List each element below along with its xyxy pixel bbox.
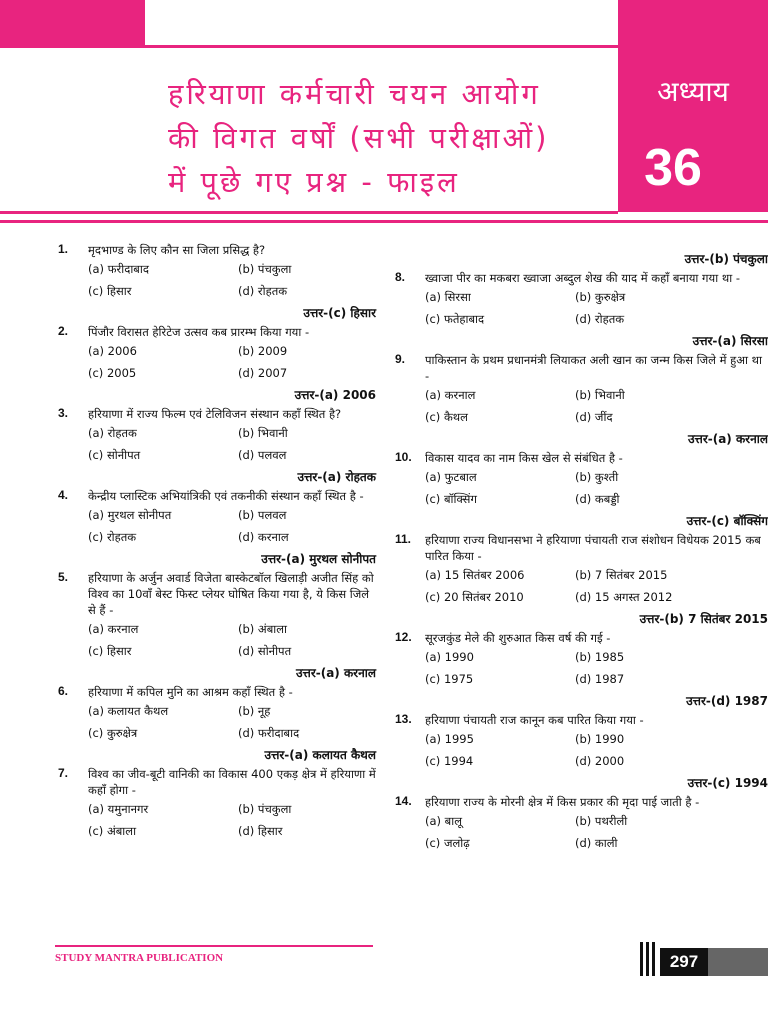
options-grid bbox=[425, 810, 768, 854]
option: (b) कुश्ती bbox=[575, 470, 619, 484]
question-number: 8. bbox=[395, 270, 406, 284]
page-number-bar bbox=[708, 948, 768, 976]
option: (d) जींद bbox=[575, 410, 613, 424]
question-text: ख्वाजा पीर का मकबरा ख्वाजा अब्दुल शेख की याद में कहाँ बनाया गया था - bbox=[425, 271, 740, 285]
question-number: 13. bbox=[395, 712, 412, 726]
options-grid bbox=[88, 618, 376, 662]
question-number: 4. bbox=[58, 488, 69, 502]
option: (b) पलवल bbox=[238, 508, 287, 522]
question-item bbox=[58, 324, 376, 406]
answer-label: उत्तर-(a) कलायत कैथल bbox=[264, 748, 376, 762]
publisher-name: STUDY MANTRA PUBLICATION bbox=[55, 952, 224, 964]
option: (d) फरीदाबाद bbox=[238, 726, 300, 740]
question-text: हरियाणा में राज्य फिल्म एवं टेलिविजन संस्थान कहाँ स्थित है? bbox=[88, 407, 342, 421]
question-item bbox=[395, 712, 768, 794]
options-grid bbox=[425, 728, 768, 772]
option: (a) सिरसा bbox=[425, 290, 471, 304]
option: (c) कैथल bbox=[425, 410, 468, 424]
question-text: विश्व का जीव-बूटी वानिकी का विकास 400 एकड़ क्षेत्र में हरियाणा में कहाँ होगा - bbox=[88, 767, 376, 797]
question-text: विकास यादव का नाम किस खेल से संबंधित है - bbox=[425, 451, 623, 465]
page-stripes bbox=[640, 942, 658, 976]
title-line-2: की विगत वर्षों (सभी परीक्षाओं) bbox=[168, 121, 550, 155]
footer-rule bbox=[55, 945, 373, 947]
question-text: हरियाणा के अर्जुन अवार्ड विजेता बास्केटबॉल खिलाड़ी अजीत सिंह को विश्व का 10वाँ बेस्ट फिस्ट प्लेयर घोषित किया गया है, ये किस जिले से हैं - bbox=[88, 571, 374, 617]
option: (a) बालू bbox=[425, 814, 463, 828]
question-number: 11. bbox=[395, 532, 412, 546]
options-grid bbox=[88, 422, 376, 466]
question-text: सूरजकुंड मेले की शुरुआत किस वर्ष की गई - bbox=[425, 631, 611, 645]
answer-label: उत्तर-(a) 2006 bbox=[294, 388, 376, 402]
answer-label: उत्तर-(c) बॉक्सिंग bbox=[686, 514, 768, 528]
option: (d) सोनीपत bbox=[238, 644, 292, 658]
option: (d) 15 अगस्त 2012 bbox=[575, 590, 673, 604]
option: (a) मुरथल सोनीपत bbox=[88, 508, 172, 522]
option: (c) हिसार bbox=[88, 644, 132, 658]
option: (d) करनाल bbox=[238, 530, 289, 544]
option: (b) भिवानी bbox=[575, 388, 625, 402]
question-item bbox=[395, 248, 768, 270]
option: (c) 1975 bbox=[425, 672, 474, 686]
title-line-3: में पूछे गए प्रश्न - फाइल bbox=[168, 165, 460, 199]
question-item bbox=[58, 488, 376, 570]
option: (b) 1985 bbox=[575, 650, 625, 664]
option: (d) रोहतक bbox=[575, 312, 625, 326]
option: (c) रोहतक bbox=[88, 530, 137, 544]
right-column bbox=[395, 248, 768, 854]
options-grid bbox=[425, 384, 768, 428]
question-text: हरियाणा पंचायती राज कानून कब पारित किया गया - bbox=[425, 713, 644, 727]
question-item bbox=[395, 270, 768, 352]
page-title bbox=[168, 72, 628, 204]
option: (b) 7 सितंबर 2015 bbox=[575, 568, 668, 582]
option: (b) पंचकुला bbox=[238, 802, 292, 816]
answer-label: उत्तर-(b) 7 सितंबर 2015 bbox=[639, 612, 768, 626]
options-grid bbox=[88, 340, 376, 384]
chapter-number: 36 bbox=[644, 139, 702, 197]
question-number: 7. bbox=[58, 766, 69, 780]
question-item bbox=[395, 532, 768, 630]
question-text: केन्द्रीय प्लास्टिक अभियांत्रिकी एवं तकनीकी संस्थान कहाँ स्थित है - bbox=[88, 489, 364, 503]
option: (a) फुटबाल bbox=[425, 470, 477, 484]
question-number: 9. bbox=[395, 352, 406, 366]
question-text: पिंजौर विरासत हेरिटेज उत्सव कब प्रारम्भ किया गया - bbox=[88, 325, 310, 339]
option: (c) कुरुक्षेत्र bbox=[88, 726, 138, 740]
option: (c) फतेहाबाद bbox=[425, 312, 485, 326]
answer-label: उत्तर-(a) मुरथल सोनीपत bbox=[261, 552, 376, 566]
option: (c) जलोढ़ bbox=[425, 836, 470, 850]
option: (c) हिसार bbox=[88, 284, 132, 298]
question-number: 5. bbox=[58, 570, 69, 584]
option: (c) सोनीपत bbox=[88, 448, 141, 462]
left-column bbox=[58, 242, 376, 842]
option: (a) 15 सितंबर 2006 bbox=[425, 568, 525, 582]
option: (b) अंबाला bbox=[238, 622, 288, 636]
option: (b) 1990 bbox=[575, 732, 625, 746]
option: (c) 2005 bbox=[88, 366, 137, 380]
question-number: 1. bbox=[58, 242, 69, 256]
question-item bbox=[395, 794, 768, 854]
options-grid bbox=[88, 700, 376, 744]
question-item bbox=[58, 242, 376, 324]
option: (c) 20 सितंबर 2010 bbox=[425, 590, 524, 604]
option: (b) नूह bbox=[238, 704, 271, 718]
question-number: 14. bbox=[395, 794, 412, 808]
question-item bbox=[395, 630, 768, 712]
question-number: 12. bbox=[395, 630, 412, 644]
option: (c) अंबाला bbox=[88, 824, 137, 838]
answer-label: उत्तर-(c) 1994 bbox=[687, 776, 768, 790]
option: (a) करनाल bbox=[88, 622, 139, 636]
option: (d) काली bbox=[575, 836, 618, 850]
question-text: हरियाणा राज्य के मोरनी क्षेत्र में किस प्रकार की मृदा पाई जाती है - bbox=[425, 795, 700, 809]
options-grid bbox=[88, 258, 376, 302]
page-number: 297 bbox=[660, 948, 708, 976]
option: (a) कलायत कैथल bbox=[88, 704, 169, 718]
options-grid bbox=[425, 646, 768, 690]
question-number: 10. bbox=[395, 450, 412, 464]
question-item bbox=[395, 352, 768, 450]
question-text: हरियाणा में कपिल मुनि का आश्रम कहाँ स्थित है - bbox=[88, 685, 293, 699]
option: (a) रोहतक bbox=[88, 426, 137, 440]
answer-label: उत्तर-(a) करनाल bbox=[295, 666, 376, 680]
corner-block bbox=[0, 0, 145, 45]
question-item bbox=[58, 570, 376, 684]
title-line-1: हरियाणा कर्मचारी चयन आयोग bbox=[168, 77, 541, 111]
option: (b) 2009 bbox=[238, 344, 288, 358]
option: (d) 1987 bbox=[575, 672, 625, 686]
option: (b) भिवानी bbox=[238, 426, 288, 440]
options-grid bbox=[425, 466, 768, 510]
option: (b) पथरीली bbox=[575, 814, 628, 828]
header-top-rule bbox=[0, 45, 618, 48]
option: (d) कबड्डी bbox=[575, 492, 620, 506]
option: (a) 1995 bbox=[425, 732, 474, 746]
header-bottom-rule bbox=[0, 211, 618, 214]
question-text: हरियाणा राज्य विधानसभा ने हरियाणा पंचायती राज संशोधन विधेयक 2015 कब पारित किया - bbox=[425, 533, 761, 563]
option: (b) पंचकुला bbox=[238, 262, 292, 276]
question-item bbox=[58, 766, 376, 842]
question-number: 3. bbox=[58, 406, 69, 420]
option: (a) करनाल bbox=[425, 388, 476, 402]
question-item bbox=[395, 450, 768, 532]
options-grid bbox=[425, 286, 768, 330]
content-top-rule bbox=[0, 220, 768, 223]
option: (d) 2007 bbox=[238, 366, 288, 380]
options-grid bbox=[425, 564, 768, 608]
options-grid bbox=[88, 798, 376, 842]
option: (b) कुरुक्षेत्र bbox=[575, 290, 626, 304]
answer-label: उत्तर-(b) पंचकुला bbox=[684, 252, 768, 266]
question-number: 6. bbox=[58, 684, 69, 698]
option: (c) 1994 bbox=[425, 754, 474, 768]
option: (a) 2006 bbox=[88, 344, 137, 358]
question-text: पाकिस्तान के प्रथम प्रधानमंत्री लियाकत अली खान का जन्म किस जिले में हुआ था - bbox=[425, 353, 762, 383]
question-number: 2. bbox=[58, 324, 69, 338]
answer-label: उत्तर-(a) करनाल bbox=[687, 432, 768, 446]
option: (a) यमुनानगर bbox=[88, 802, 149, 816]
answer-label: उत्तर-(c) हिसार bbox=[303, 306, 376, 320]
answer-label: उत्तर-(d) 1987 bbox=[686, 694, 768, 708]
question-text: मृदभाण्ड के लिए कौन सा जिला प्रसिद्ध है? bbox=[88, 243, 266, 257]
option: (d) 2000 bbox=[575, 754, 625, 768]
option: (a) 1990 bbox=[425, 650, 474, 664]
option: (d) पलवल bbox=[238, 448, 287, 462]
option: (c) बॉक्सिंग bbox=[425, 492, 477, 506]
options-grid bbox=[88, 504, 376, 548]
option: (d) रोहतक bbox=[238, 284, 288, 298]
question-item bbox=[58, 684, 376, 766]
option: (a) फरीदाबाद bbox=[88, 262, 149, 276]
answer-label: उत्तर-(a) रोहतक bbox=[297, 470, 376, 484]
chapter-label: अध्याय bbox=[657, 75, 729, 108]
question-item bbox=[58, 406, 376, 488]
answer-label: उत्तर-(a) सिरसा bbox=[692, 334, 768, 348]
option: (d) हिसार bbox=[238, 824, 283, 838]
